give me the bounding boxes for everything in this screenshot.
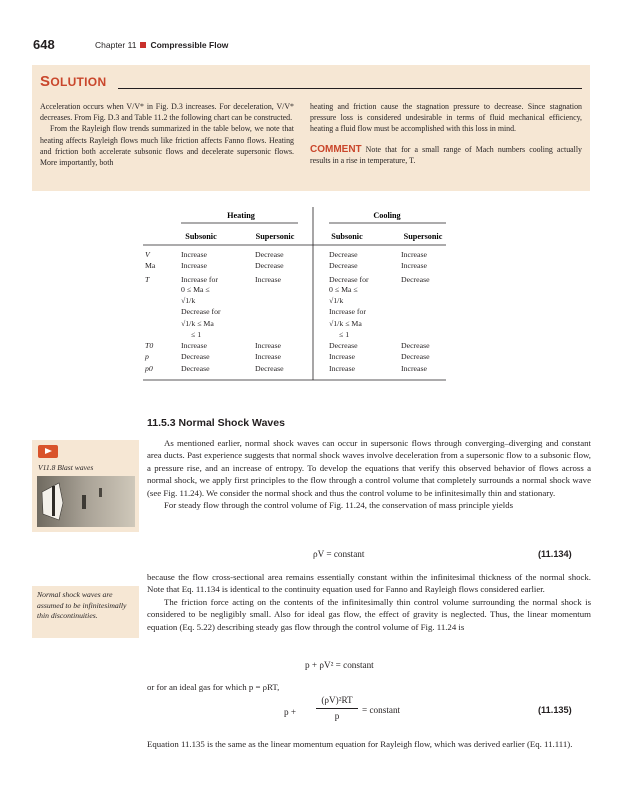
body-paragraph-4: Equation 11.135 is the same as the linear momentum equation for Rayleigh flow, which was derived earlier (Eq. 11.111). bbox=[147, 739, 573, 749]
table-T-t_heat_line2: 0 ≤ Ma ≤ bbox=[181, 285, 210, 294]
table-T-t_heat_line4: Decrease for bbox=[181, 307, 221, 316]
table-cell-V-h_sup: Decrease bbox=[255, 250, 284, 259]
table-cell-p0-c_sub: Increase bbox=[329, 364, 355, 373]
table-cell-T0-c_sup: Decrease bbox=[401, 341, 430, 350]
heading-subsonic: Subsonic bbox=[185, 232, 217, 241]
table-cell-V-c_sub: Decrease bbox=[329, 250, 358, 259]
table-cell-T0-h_sup: Increase bbox=[255, 341, 281, 350]
paragraph-shock-intro: As mentioned earlier, normal shock waves can occur in supersonic flows through converging–diverging and constant area ducts. Past experience suggests that normal shock waves involve deceleration from a supersonic flow to a subsonic flow, a pressure rise, and an increase of entropy. To develop the equations that verify this observed behavior of flows across a normal shock, we apply first principles to the flow through a control volume that completely surrounds a normal shock wave (see Fig. 11.24). We consider the normal shock and thus the control volume to be infinitesimally thin and stationary. bbox=[147, 438, 591, 498]
page-number: 648 bbox=[33, 37, 55, 52]
comment-label: COMMENT bbox=[310, 143, 362, 155]
table-cell-V-h_sub: Increase bbox=[181, 250, 207, 259]
table-group-heating: Heating bbox=[227, 211, 255, 220]
solution-paragraph-1: Acceleration occurs when V/V* in Fig. D.3 increases. For deceleration, V/V* decreases. From Fig. D.3 and Table 11.2 the following chart can be constructed. bbox=[40, 102, 294, 123]
table-var-V: V bbox=[145, 250, 150, 259]
table-cell-p0-c_sup: Increase bbox=[401, 364, 427, 373]
solution-title-initial: S bbox=[40, 73, 51, 90]
body-paragraph-1 bbox=[147, 437, 591, 511]
equation-number-11-135: (11.135) bbox=[538, 705, 572, 715]
table-group-cooling: Cooling bbox=[373, 211, 401, 220]
equation-11-134: ρV = constant bbox=[313, 549, 365, 559]
table-var-p0: p0 bbox=[145, 364, 153, 373]
comment-text: Note that for a small range of Mach numbers cooling actually results in a rise in temperature, T. bbox=[310, 144, 582, 165]
equation-number-11-134: (11.134) bbox=[538, 549, 572, 559]
equation-11-135-left: p + bbox=[284, 707, 297, 717]
video-thumbnail[interactable] bbox=[37, 476, 135, 527]
equation-11-135-right: = constant bbox=[362, 705, 401, 715]
table-var-T: T bbox=[145, 275, 150, 284]
equation-momentum: p + ρV² = constant bbox=[305, 660, 374, 670]
chapter-title: Compressible Flow bbox=[150, 40, 229, 50]
table-cell-p0-h_sub: Decrease bbox=[181, 364, 210, 373]
table-cell-T-c_sup: Decrease bbox=[401, 275, 430, 284]
solution-paragraph-2: From the Rayleigh flow trends summarized in the table below, we note that heating affects Rayleigh flows much like friction affects Fanno flows. Heating and friction both accelerate subsonic flows and decelerate supersonic flows. More importantly, both bbox=[40, 124, 294, 168]
paragraph-continuity: because the flow cross-sectional area remains essentially constant within the infinitesimal thickness of the normal shock. Note that Eq. 11.134 is identical to the continuity equation used for Fanno and Rayleigh flows considered earlier. bbox=[147, 572, 591, 595]
table-T-t_cool_line2: 0 ≤ Ma ≤ bbox=[329, 285, 358, 294]
table-T-t_heat_line3: √1/k bbox=[181, 296, 196, 305]
table-var-T0: T0 bbox=[145, 341, 154, 350]
table-cell-V-c_sup: Increase bbox=[401, 250, 427, 259]
table-T-t_cool_line5: √1/k ≤ Ma bbox=[329, 319, 362, 328]
table-T-t_cool_line6: ≤ 1 bbox=[339, 330, 350, 339]
table-T-t_cool_line3: √1/k bbox=[329, 296, 344, 305]
table-T-t_cool_line4: Increase for bbox=[329, 307, 367, 316]
table-cell-p-h_sub: Decrease bbox=[181, 352, 210, 361]
table-cell-Ma-c_sup: Increase bbox=[401, 261, 427, 270]
chapter-label: Chapter 11 bbox=[95, 40, 137, 50]
table-cell-Ma-h_sup: Decrease bbox=[255, 261, 284, 270]
margin-note: Normal shock waves are assumed to be infinitesimally thin discontinuities. bbox=[37, 590, 127, 621]
table-cell-p0-h_sup: Decrease bbox=[255, 364, 284, 373]
fraction-bar bbox=[316, 708, 358, 709]
heading-supersonic: Supersonic bbox=[255, 232, 295, 241]
table-cell-Ma-h_sub: Increase bbox=[181, 261, 207, 270]
table-cell-p-c_sup: Decrease bbox=[401, 352, 430, 361]
section-title: 11.5.3 Normal Shock Waves bbox=[147, 417, 285, 429]
cooling-subsonic: Subsonic bbox=[331, 232, 363, 241]
paragraph-mass: For steady flow through the control volume of Fig. 11.24, the conservation of mass principle yields bbox=[164, 500, 514, 511]
equation-11-135-numerator: (ρV)²RT bbox=[321, 695, 353, 705]
table-T-t_heat_line6: ≤ 1 bbox=[191, 330, 202, 339]
body-paragraph-2 bbox=[147, 571, 591, 633]
table-cell-T-h_sub: Increase for bbox=[181, 275, 219, 284]
solution-title-rest: OLUTION bbox=[50, 75, 107, 89]
body-paragraph-3: or for an ideal gas for which p = ρRT, bbox=[147, 682, 280, 692]
video-play-icon[interactable] bbox=[38, 445, 58, 458]
table-cell-T0-c_sub: Decrease bbox=[329, 341, 358, 350]
table-cell-p-h_sup: Increase bbox=[255, 352, 281, 361]
table-cell-T-h_sup: Increase bbox=[255, 275, 281, 284]
table-T-t_heat_line5: √1/k ≤ Ma bbox=[181, 319, 214, 328]
video-label[interactable]: V11.8 Blast waves bbox=[38, 463, 94, 472]
solution-paragraph-3: heating and friction cause the stagnation pressure to decrease. Since stagnation pressure loss is considered undesirable in terms of fluid mechanical efficiency, heating a fluid flow must be accomplished with this loss in mind. bbox=[310, 102, 582, 134]
table-cell-T-c_sub: Decrease for bbox=[329, 275, 369, 284]
table-var-p: p bbox=[145, 352, 149, 361]
table-cell-T0-h_sub: Increase bbox=[181, 341, 207, 350]
table-cell-Ma-c_sub: Decrease bbox=[329, 261, 358, 270]
table-var-Ma: Ma bbox=[145, 261, 156, 270]
cooling-supersonic: Supersonic bbox=[403, 232, 443, 241]
equation-11-135-denominator: p bbox=[334, 711, 340, 721]
paragraph-momentum: The friction force acting on the contents of the infinitesimally thin control volume surrounding the normal shock is considered to be negligibly small. Also for ideal gas flow, the effect of gravity is neglected. Thus, the linear momentum equation (Eq. 5.22) describing steady gas flow through the control volume of Fig. 11.24 is bbox=[147, 596, 591, 632]
table-cell-p-c_sub: Increase bbox=[329, 352, 355, 361]
